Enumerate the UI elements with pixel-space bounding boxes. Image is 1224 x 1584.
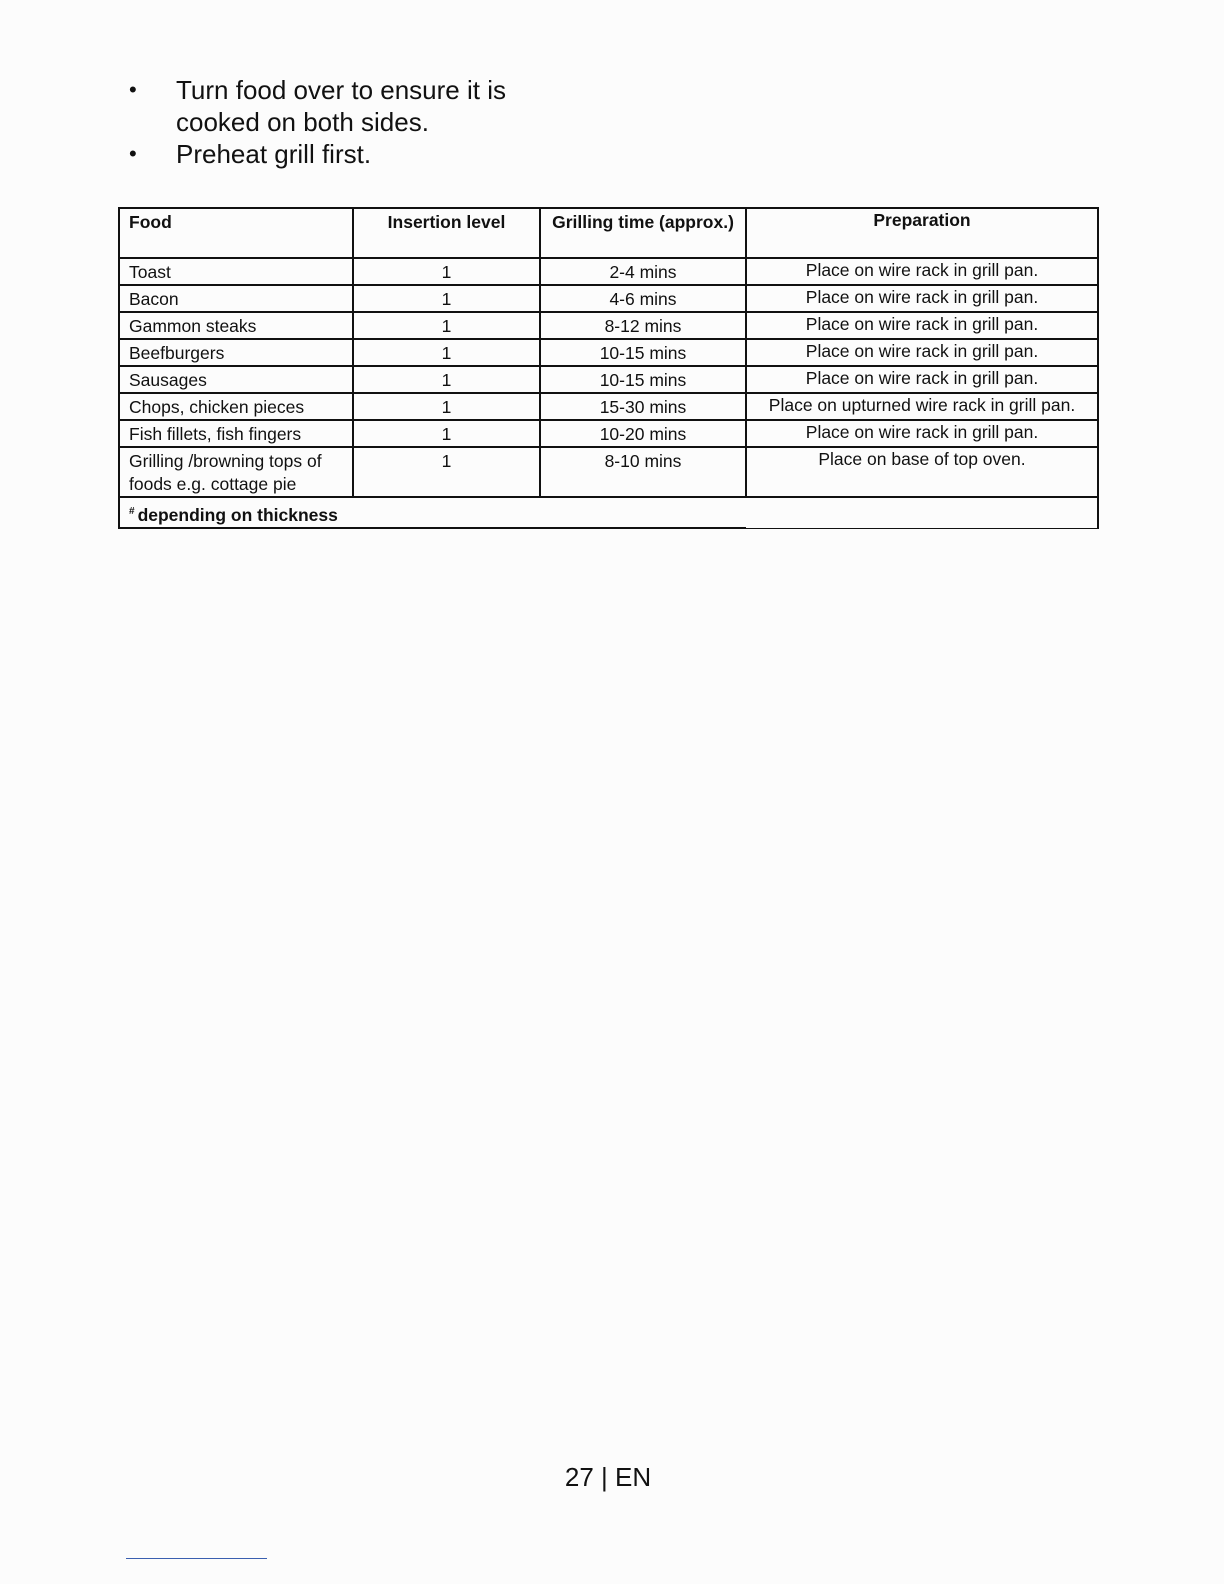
cell-prep: Place on wire rack in grill pan. [746, 339, 1098, 366]
cell-food: Bacon [119, 285, 353, 312]
cell-level: 1 [353, 339, 540, 366]
cell-time: 10-15 mins [540, 366, 746, 393]
cell-time: 10-20 mins [540, 420, 746, 447]
header-insertion-level: Insertion level [353, 208, 540, 258]
cell-food: Chops, chicken pieces [119, 393, 353, 420]
cell-time: 8-12 mins [540, 312, 746, 339]
grilling-table [118, 207, 1099, 529]
cell-level: 1 [353, 258, 540, 285]
table-footnote-row [119, 497, 1098, 528]
table-row [119, 258, 1098, 285]
table-row [119, 366, 1098, 393]
instruction-preheat [128, 138, 558, 170]
table-row [119, 312, 1098, 339]
cell-food: Gammon steaks [119, 312, 353, 339]
table-row [119, 447, 1098, 497]
instruction-text: Turn food over to ensure it is cooked on both sides. [176, 75, 506, 137]
cell-time: 8-10 mins [540, 447, 746, 497]
header-grilling-time: Grilling time (approx.) [540, 208, 746, 258]
cell-food: Fish fillets, fish fingers [119, 420, 353, 447]
cell-level: 1 [353, 393, 540, 420]
cell-food: Grilling /browning tops of foods e.g. cottage pie [119, 447, 353, 497]
table-row [119, 420, 1098, 447]
header-food: Food [119, 208, 353, 258]
cell-prep: Place on wire rack in grill pan. [746, 312, 1098, 339]
table-row [119, 285, 1098, 312]
table-header-row [119, 208, 1098, 258]
footnote-mark: # [129, 506, 135, 517]
instruction-turn-food [128, 74, 558, 138]
header-preparation: Preparation [746, 208, 1098, 258]
footnote-divider [126, 1558, 267, 1559]
cell-food: Toast [119, 258, 353, 285]
cell-time: 4-6 mins [540, 285, 746, 312]
cell-time: 15-30 mins [540, 393, 746, 420]
table-row [119, 339, 1098, 366]
cell-food: Beefburgers [119, 339, 353, 366]
cell-level: 1 [353, 312, 540, 339]
cell-level: 1 [353, 366, 540, 393]
cell-prep: Place on wire rack in grill pan. [746, 285, 1098, 312]
cell-food: Sausages [119, 366, 353, 393]
table-row [119, 393, 1098, 420]
cell-time: 2-4 mins [540, 258, 746, 285]
instruction-text: Preheat grill first. [176, 139, 372, 169]
cell-level: 1 [353, 447, 540, 497]
cell-prep: Place on upturned wire rack in grill pan. [746, 393, 1098, 420]
footnote-cell [119, 497, 746, 528]
cell-prep: Place on wire rack in grill pan. [746, 420, 1098, 447]
cell-time: 10-15 mins [540, 339, 746, 366]
cell-prep: Place on base of top oven. [746, 447, 1098, 497]
cell-level: 1 [353, 420, 540, 447]
page-number: 27 | EN [564, 1462, 652, 1492]
cell-prep: Place on wire rack in grill pan. [746, 366, 1098, 393]
cell-level: 1 [353, 285, 540, 312]
bullet-icon: • [129, 77, 137, 102]
instruction-list [128, 74, 558, 170]
cell-prep: Place on wire rack in grill pan. [746, 258, 1098, 285]
footnote-text: depending on thickness [137, 505, 338, 525]
bullet-icon: • [129, 141, 137, 166]
footnote-empty-cell [746, 497, 1098, 528]
